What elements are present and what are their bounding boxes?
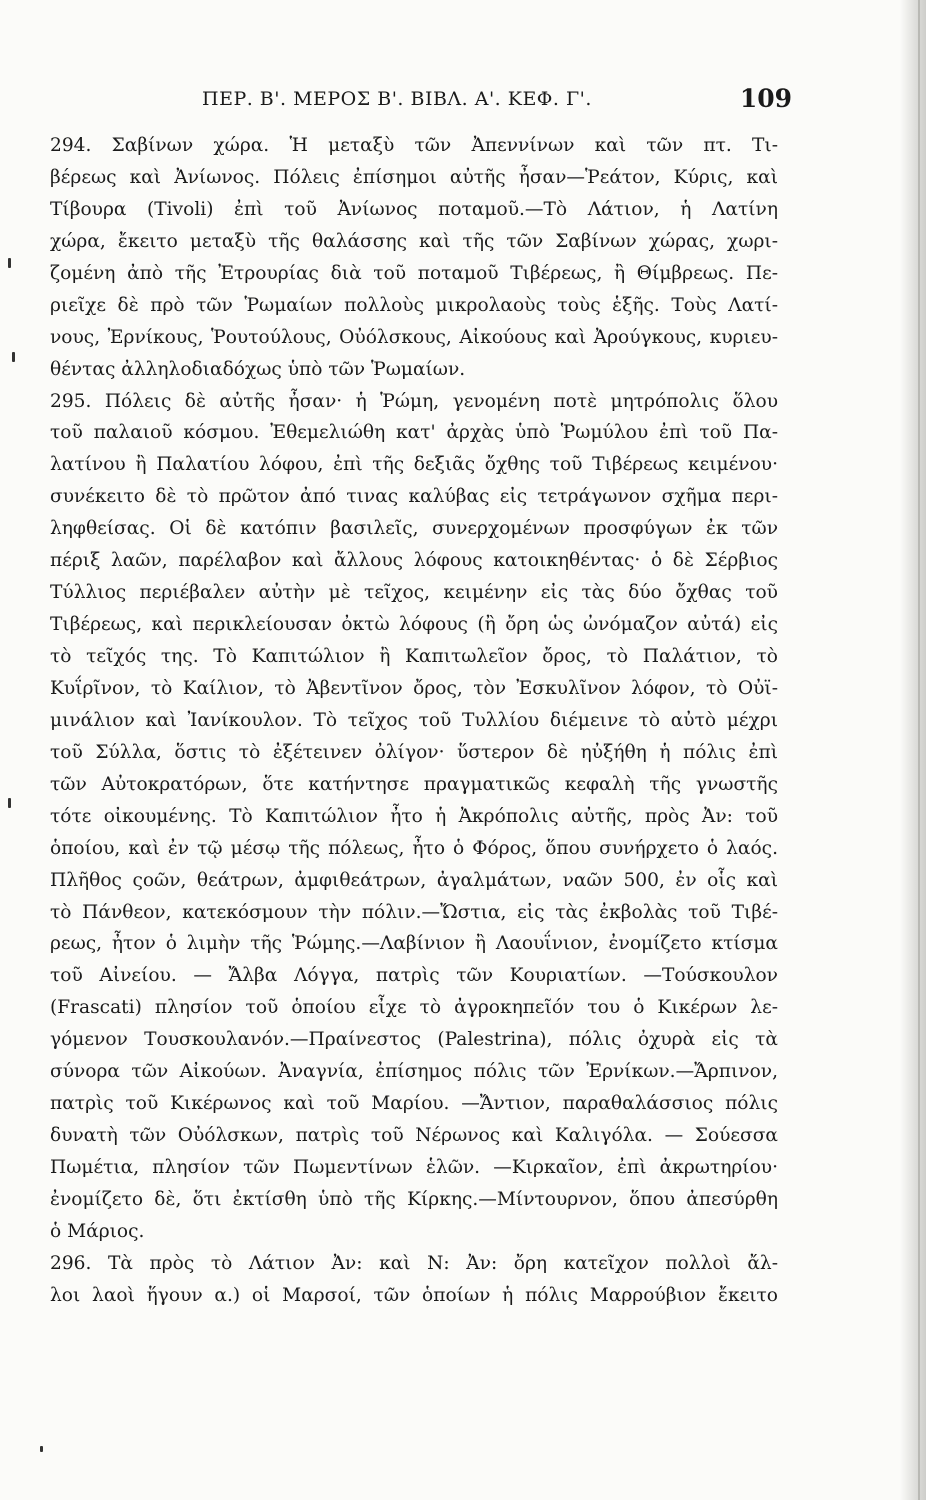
text-line: τοῦ παλαιοῦ κόσμου. Ἐθεμελιώθη κατ' ἀρχὰς ὑπὸ Ῥωμύλου ἐπὶ τοῦ Πα- [50,422,778,444]
running-head: ΠΕΡ. Β'. ΜΕΡΟΣ Β'. ΒΙΒΛ. Α'. ΚΕΦ. Γ'. [202,88,592,110]
text-line: 295. Πόλεις δὲ αὐτῆς ἦσαν· ἡ Ῥώμη, γενομένη ποτὲ μητρόπολις ὅλου [50,390,778,412]
text-line: ριεῖχε δὲ πρὸ τῶν Ῥωμαίων πολλοὺς μικρολαοὺς τοὺς ἑξῆς. Τοὺς Λατί- [50,294,778,316]
page-spine-shadow [900,0,926,1500]
margin-mark [40,1446,43,1452]
text-line: τὸ Πάνθεον, κατεκόσμουν τὴν πόλιν.—Ὤστια, εἰς τὰς ἐκβολὰς τοῦ Τιβέ- [50,901,778,923]
text-line: πέριξ λαῶν, παρέλαβον καὶ ἄλλους λόφους κατοικηθέντας· ὁ δὲ Σέρβιος [50,550,778,572]
text-line: ληφθείσας. Οἱ δὲ κατόπιν βασιλεῖς, συνερχομένων προσφύγων ἐκ τῶν [50,518,778,540]
text-line: ἐνομίζετο δὲ, ὅτι ἐκτίσθη ὑπὸ τῆς Κίρκης.—Μίντουρνον, ὅπου ἀπεσύρθη [50,1188,778,1210]
text-line: 294. Σαβίνων χώρα. Ἡ μεταξὺ τῶν Ἀπεννίνων καὶ τῶν πτ. Τι- [50,135,778,156]
text-line: ὁ Μάριος. [50,1220,145,1242]
text-line: θέντας ἀλληλοδιαδόχως ὑπὸ τῶν Ῥωμαίων. [50,358,466,380]
text-line: Πωμέτια, πλησίον τῶν Πωμεντίνων ἑλῶν. —Κιρκαῖον, ἐπὶ ἀκρωτηρίου· [50,1157,778,1178]
text-line: νους, Ἐρνίκους, Ῥουτούλους, Οὐόλσκους, Αἰκούους καὶ Ἀρούγκους, κυριευ- [50,326,778,348]
text-line: δυνατὴ τῶν Οὐόλσκων, πατρὶς τοῦ Νέρωνος καὶ Καλιγόλα. — Σούεσσα [50,1125,778,1147]
page-header [52,84,792,118]
text-line: Τιβέρεως, καὶ περικλείουσαν ὀκτὼ λόφους (ἢ ὄρη ὡς ὠνόμαζον αὐτά) εἰς [50,614,778,636]
text-line: λατίνου ἢ Παλατίου λόφου, ἐπὶ τῆς δεξιᾶς ὄχθης τοῦ Τιβέρεως κειμένου· [50,454,778,476]
text-line: τοῦ Αἰνείου. — Ἄλβα Λόγγα, πατρὶς τῶν Κουριατίων. —Τούσκουλον [50,965,778,987]
text-line: (Frascati) πλησίον τοῦ ὁποίου εἶχε τὸ ἀγροκηπεῖόν του ὁ Κικέρων λε- [50,997,778,1019]
text-line: τὸ τεῖχός της. Τὸ Καπιτώλιον ἢ Καπιτωλεῖον ὄρος, τὸ Παλάτιον, τὸ [50,646,778,667]
text-line: βέρεως καὶ Ἀνίωνος. Πόλεις ἐπίσημοι αὐτῆς ἦσαν—Ῥεάτον, Κύρις, καὶ [50,166,778,188]
text-line: Τύλλιος περιέβαλεν αὐτὴν μὲ τεῖχος, κειμένην εἰς τὰς δύο ὄχθας τοῦ [50,582,778,604]
text-line: ζομένη ἀπὸ τῆς Ἐτρουρίας διὰ τοῦ ποταμοῦ Τιβέρεως, ἢ Θίμβρεως. Πε- [50,262,778,284]
page-edge-line [918,0,920,1500]
page-number: 109 [739,84,792,113]
text-line: ὁποίου, καὶ ἐν τῷ μέσῳ τῆς πόλεως, ἦτο ὁ Φόρος, ὅπου συνήρχετο ὁ λαός. [50,837,778,859]
text-line: γόμενον Τουσκουλανόν.—Πραίνεστος (Palestrina), πόλις ὀχυρὰ εἰς τὰ [50,1029,778,1051]
margin-mark [12,352,15,362]
text-line: συνέκειτο δὲ τὸ πρῶτον ἀπό τινας καλύβας εἰς τετράγωνον σχῆμα περι- [50,486,778,508]
text-line: τοῦ Σύλλα, ὅστις τὸ ἐξέτεινεν ὀλίγον· ὕστερον δὲ ηὐξήθη ἡ πόλις ἐπὶ [50,741,778,763]
text-line: Κυΐρῖνον, τὸ Καίλιον, τὸ Ἀβεντῖνον ὄρος, τὸν Ἐσκυλῖνον λόφον, τὸ Οὐϊ- [50,677,778,699]
margin-mark [8,798,11,808]
text-line: 296. Τὰ πρὸς τὸ Λάτιον Ἀν: καὶ Ν: Ἀν: ὄρη κατεῖχον πολλοὶ ἄλ- [50,1252,778,1274]
margin-mark [8,258,11,268]
text-line: πατρὶς τοῦ Κικέρωνος καὶ τοῦ Μαρίου. —Ἄντιον, παραθαλάσσιος πόλις [50,1093,778,1115]
text-line: τῶν Αὐτοκρατόρων, ὅτε κατήντησε πραγματικῶς κεφαλὴ τῆς γνωστῆς [50,773,778,795]
text-line: μινάλιον καὶ Ἰανίκουλον. Τὸ τεῖχος τοῦ Τυλλίου διέμεινε τὸ αὐτὸ μέχρι [50,709,778,731]
text-line: χώρα, ἔκειτο μεταξὺ τῆς θαλάσσης καὶ τῆς τῶν Σαβίνων χώρας, χωρι- [50,230,778,252]
text-line: ρεως, ἦτον ὁ λιμὴν τῆς Ῥώμης.—Λαβίνιον ἢ Λαουΐνιον, ἐνομίζετο κτίσμα [50,933,778,955]
text-line: Τίβουρα (Tivoli) ἐπὶ τοῦ Ἀνίωνος ποταμοῦ.—Τὸ Λάτιον, ἡ Λατίνη [50,198,778,220]
text-line: τότε οἰκουμένης. Τὸ Καπιτώλιον ἦτο ἡ Ἀκρόπολις αὐτῆς, πρὸς Ἀν: τοῦ [50,805,778,827]
body-text [50,130,778,1312]
text-line: λοι λαοὶ ἥγουν α.) οἱ Μαρσοί, τῶν ὁποίων ἡ πόλις Μαρρούβιον ἔκειτο [50,1284,778,1306]
text-line: σύνορα τῶν Αἰκούων. Ἀναγνία, ἐπίσημος πόλις τῶν Ἐρνίκων.—Ἄρπινον, [50,1061,778,1083]
text-line: Πλῆθος ςοῶν, θεάτρων, ἀμφιθεάτρων, ἀγαλμάτων, ναῶν 500, ἐν οἷς καὶ [50,869,778,891]
